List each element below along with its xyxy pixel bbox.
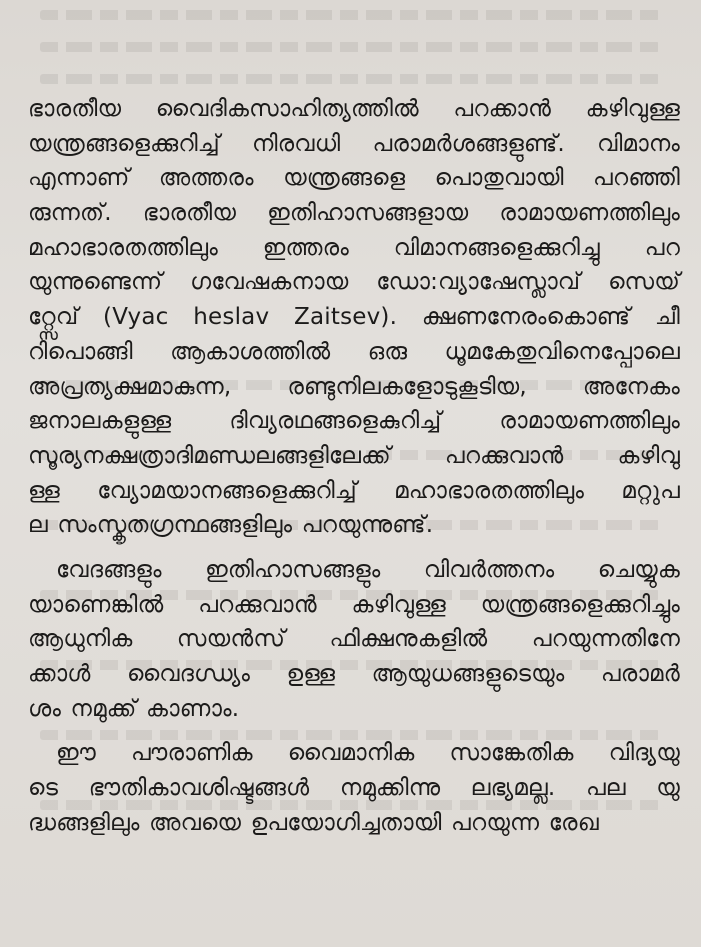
- text-line: ഭാരതീയ വൈദികസാഹിത്യത്തിൽ പറക്കാൻ കഴിവുള്ള: [28, 96, 680, 122]
- text-line: രുന്നത്. ഭാരതീയ ഇതിഹാസങ്ങളായ രാമായണത്തിലും: [28, 200, 680, 227]
- text-line: മഹാഭാരതത്തിലും ഇത്തരം വിമാനങ്ങളെക്കുറിച്ചു പറ: [28, 234, 680, 261]
- text-line: യാണെങ്കിൽ പറക്കുവാൻ കഴിവുള്ള യന്ത്രങ്ങളെക്കുറിച്ചും: [28, 591, 680, 618]
- text-line: യന്ത്രങ്ങളെക്കുറിച്ച് നിരവധി പരാമർശങ്ങളുണ്ട്. വിമാനം: [28, 130, 680, 157]
- text-line: വേദങ്ങളും ഇതിഹാസങ്ങളും വിവർത്തനം ചെയ്യുക: [56, 556, 680, 583]
- text-line: യുന്നുണ്ടെന്ന് ഗവേഷകനായ ഡോ:വ്യാഷേസ്ലാവ് സെയ്: [28, 269, 680, 296]
- text-line: സൂര്യനക്ഷത്രാദിമണ്ഡലങ്ങളിലേക്ക് പറക്കുവാൻ കഴിവു: [28, 442, 680, 469]
- paragraph: [28, 553, 680, 726]
- paragraph-gap: [28, 543, 680, 553]
- text-line: റിപൊങ്ങി ആകാശത്തിൽ ഒരു ധൂമകേതുവിനെപ്പോലെ: [28, 338, 680, 365]
- paragraph-gap: [28, 726, 680, 736]
- text-line: അപ്രത്യക്ഷമാകുന്ന, രണ്ടുനിലകളോടുകൂടിയ, അനേകം: [28, 373, 680, 400]
- paragraph: [28, 92, 680, 543]
- paragraph: [28, 736, 680, 840]
- text-line: എന്നാണ് അത്തരം യന്ത്രങ്ങളെ പൊതുവായി പറഞ്ഞി: [28, 165, 680, 192]
- text-line: ശം നമുക്ക് കാണാം.: [28, 695, 240, 722]
- text-line: ക്കാൾ വൈദഗ്ധ്യം ഉള്ള ആയുധങ്ങളുടെയും പരാമർ: [28, 661, 680, 687]
- text-line: റ്റ്സേവ് (Vyac heslav Zaitsev). ക്ഷണനേരംകൊണ്ട് ചീ: [28, 304, 680, 331]
- text-line: ആധുനിക സയൻസ് ഫിക്ഷനുകളിൽ പറയുന്നതിനേ: [28, 626, 680, 653]
- text-line: ഈ പൗരാണിക വൈമാനിക സാങ്കേതിക വിദ്യയു: [56, 740, 680, 767]
- text-line: ദ്ധങ്ങളിലും അവയെ ഉപയോഗിച്ചതായി പറയുന്ന രേഖ: [28, 809, 599, 836]
- text-line: ടെ ഭൗതികാവശിഷ്ടങ്ങൾ നമുക്കിന്നു ലഭ്യമല്ല. പല യു: [28, 775, 680, 802]
- body-text: [28, 92, 680, 840]
- text-line: ള്ള വ്യോമയാനങ്ങളെക്കുറിച്ച് മഹാഭാരതത്തിലും മറ്റുപ: [28, 477, 680, 504]
- text-line: ല സംസ്കൃതഗ്രന്ഥങ്ങളിലും പറയുന്നുണ്ട്.: [28, 512, 434, 539]
- text-line: ജനാലകളുള്ള ദിവ്യരഥങ്ങളെകുറിച്ച് രാമായണത്തിലും: [28, 408, 680, 435]
